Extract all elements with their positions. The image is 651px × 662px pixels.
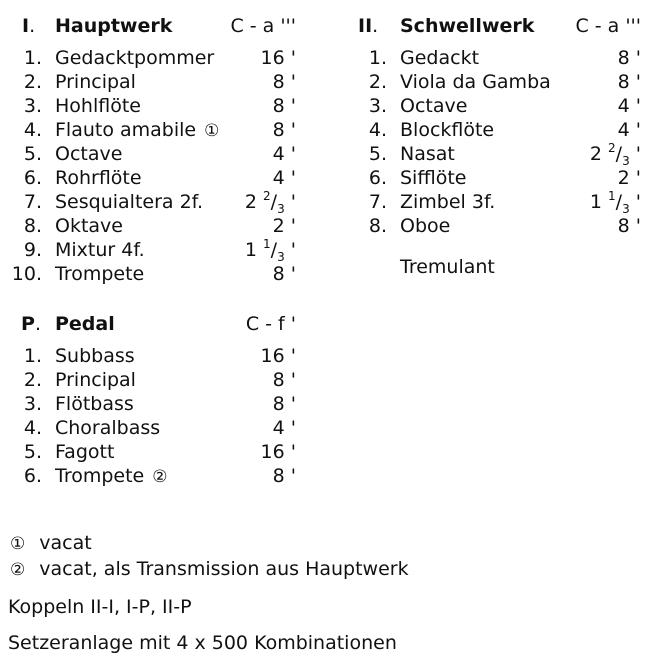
stop-pitch: 8 ' [617,71,641,93]
footnote-mark: ① [204,121,220,141]
stop-name-text: Trompete [55,263,145,285]
stop-name [55,118,219,143]
stop-number: 6. [23,167,42,189]
stop-name-text: Oboe [400,215,451,237]
stop-number: 8. [368,215,387,237]
stop-pitch: 8 ' [272,71,296,93]
stop-name-text: Fagott [55,441,115,463]
stop-row [345,166,641,190]
division-numeral: I. [22,15,36,37]
stop-name [55,214,123,238]
stop-row [0,190,296,214]
stop-pitch: 4 ' [272,167,296,189]
stop-name-text: Flötbass [55,393,134,415]
compass-range: C - a ''' [575,15,641,37]
stop-name-text: Octave [400,95,468,117]
footnote-text: vacat, als Transmission aus Hauptwerk [39,558,409,580]
stop-number: 7. [368,191,387,213]
stop-name-text: Sifflöte [400,167,467,189]
stop-name [400,166,466,190]
stop-pitch: 16 ' [260,345,296,367]
compass-range: C - a ''' [230,15,296,37]
stop-name [400,118,494,142]
stop-number: 9. [23,239,42,261]
stop-number: 3. [23,393,42,415]
stop-number: 5. [23,441,42,463]
division-title: Hauptwerk [55,15,173,37]
tremulant: Tremulant [400,256,495,278]
division-header [0,14,296,38]
stop-row [345,118,641,142]
footnote-2 [10,557,409,582]
division-hauptwerk [0,14,296,284]
footnote-text: vacat [39,532,92,554]
stop-pitch: 1 $^1/_3$ ' [244,236,296,264]
stop-pitch: 8 ' [272,393,296,415]
stop-name-text: Choralbass [55,417,161,439]
stop-name [55,94,141,118]
stop-name [400,190,495,214]
stop-number: 4. [368,119,387,141]
stop-name [400,214,450,238]
stop-number: 10. [11,263,42,285]
division-schwellwerk [345,14,641,278]
stop-pitch: 4 ' [272,143,296,165]
stop-pitch: 8 ' [272,263,296,285]
stop-name [55,166,142,190]
stop-name-text: Gedackt [400,47,480,69]
stop-name-text: Viola da Gamba [400,71,551,93]
stop-name-text: Octave [55,143,123,165]
stop-row [0,416,296,440]
stop-row [0,392,296,416]
stop-number: 1. [23,47,42,69]
stop-row [0,46,296,70]
footnote-1 [10,531,92,556]
division-pedal [0,312,296,492]
stop-pitch: 2 $^2/_3$ ' [589,140,641,168]
stop-name-text: Principal [55,369,136,391]
stop-row [345,142,641,166]
stop-name-text: Sesquialtera 2f. [55,191,204,213]
stop-name [55,190,203,214]
stop-name [55,142,122,166]
stop-row [345,190,641,214]
stop-name [55,46,214,70]
footnote-mark: ② [152,467,168,487]
stop-name [55,344,135,368]
stop-row [345,214,641,238]
stop-row [345,46,641,70]
stop-number: 3. [23,95,42,117]
stop-pitch: 4 ' [272,417,296,439]
stop-pitch: 2 ' [272,215,296,237]
stop-number: 3. [368,95,387,117]
stop-name-text: Flauto amabile [55,119,197,141]
division-title: Pedal [55,313,115,335]
stop-number: 4. [23,417,42,439]
stop-pitch: 2 $^2/_3$ ' [244,188,296,216]
footnote-mark: ① [10,534,26,554]
stop-name [400,94,467,118]
stop-row [0,238,296,262]
stop-name-text: Blockflöte [400,119,495,141]
stop-row [0,368,296,392]
stop-number: 6. [368,167,387,189]
stop-row [0,344,296,368]
stop-row [0,94,296,118]
footnote-mark: ② [10,560,26,580]
stop-row [345,70,641,94]
division-numeral: P. [21,313,41,335]
division-header [345,14,641,38]
division-title: Schwellwerk [400,15,535,37]
stop-number: 8. [23,215,42,237]
stop-row [345,94,641,118]
stop-name-text: Subbass [55,345,135,367]
stop-name [55,392,134,416]
stop-name-text: Mixtur 4f. [55,239,145,261]
stop-number: 2. [368,71,387,93]
stop-pitch: 4 ' [617,95,641,117]
stop-number: 1. [368,47,387,69]
couplers: Koppeln II-I, I-P, II-P [8,596,192,618]
stop-number: 1. [23,345,42,367]
stop-pitch: 4 ' [617,119,641,141]
stop-name [55,440,114,464]
stop-row [0,166,296,190]
stop-row [0,464,296,488]
stop-pitch: 8 ' [272,95,296,117]
stop-row [0,70,296,94]
stop-number: 2. [23,71,42,93]
stop-name [400,70,551,94]
stop-name [400,142,455,166]
stop-row [0,214,296,238]
stop-name [55,416,160,440]
stop-name-text: Gedacktpommer [55,47,215,69]
stop-row [0,262,296,286]
stop-name-text: Oktave [55,215,123,237]
stop-name [55,262,144,286]
stop-name-text: Trompete [55,465,145,487]
stop-pitch: 8 ' [617,47,641,69]
compass-range: C - f ' [245,313,296,335]
stop-number: 5. [23,143,42,165]
stop-number: 2. [23,369,42,391]
stop-number: 4. [23,119,42,141]
stop-pitch: 16 ' [260,47,296,69]
stop-pitch: 8 ' [272,119,296,141]
stop-name [55,464,167,489]
stop-number: 6. [23,465,42,487]
stop-name [55,238,145,262]
stop-pitch: 16 ' [260,441,296,463]
stop-name-text: Principal [55,71,136,93]
stop-pitch: 8 ' [272,369,296,391]
stop-number: 7. [23,191,42,213]
stop-row [0,118,296,142]
stop-pitch: 1 $^1/_3$ ' [589,188,641,216]
stop-pitch: 8 ' [617,215,641,237]
stop-row [0,440,296,464]
combination-system: Setzeranlage mit 4 x 500 Kombinationen [8,632,397,654]
stop-pitch: 8 ' [272,465,296,487]
stop-name-text: Nasat [400,143,455,165]
stop-name [55,368,136,392]
stop-name-text: Rohrflöte [55,167,142,189]
stop-name [400,46,479,70]
stop-name-text: Zimbel 3f. [400,191,496,213]
stop-number: 5. [368,143,387,165]
stop-name-text: Hohlflöte [55,95,141,117]
stop-row [0,142,296,166]
stop-pitch: 2 ' [617,167,641,189]
division-numeral: II. [358,15,379,37]
division-header [0,312,296,336]
stop-name [55,70,136,94]
